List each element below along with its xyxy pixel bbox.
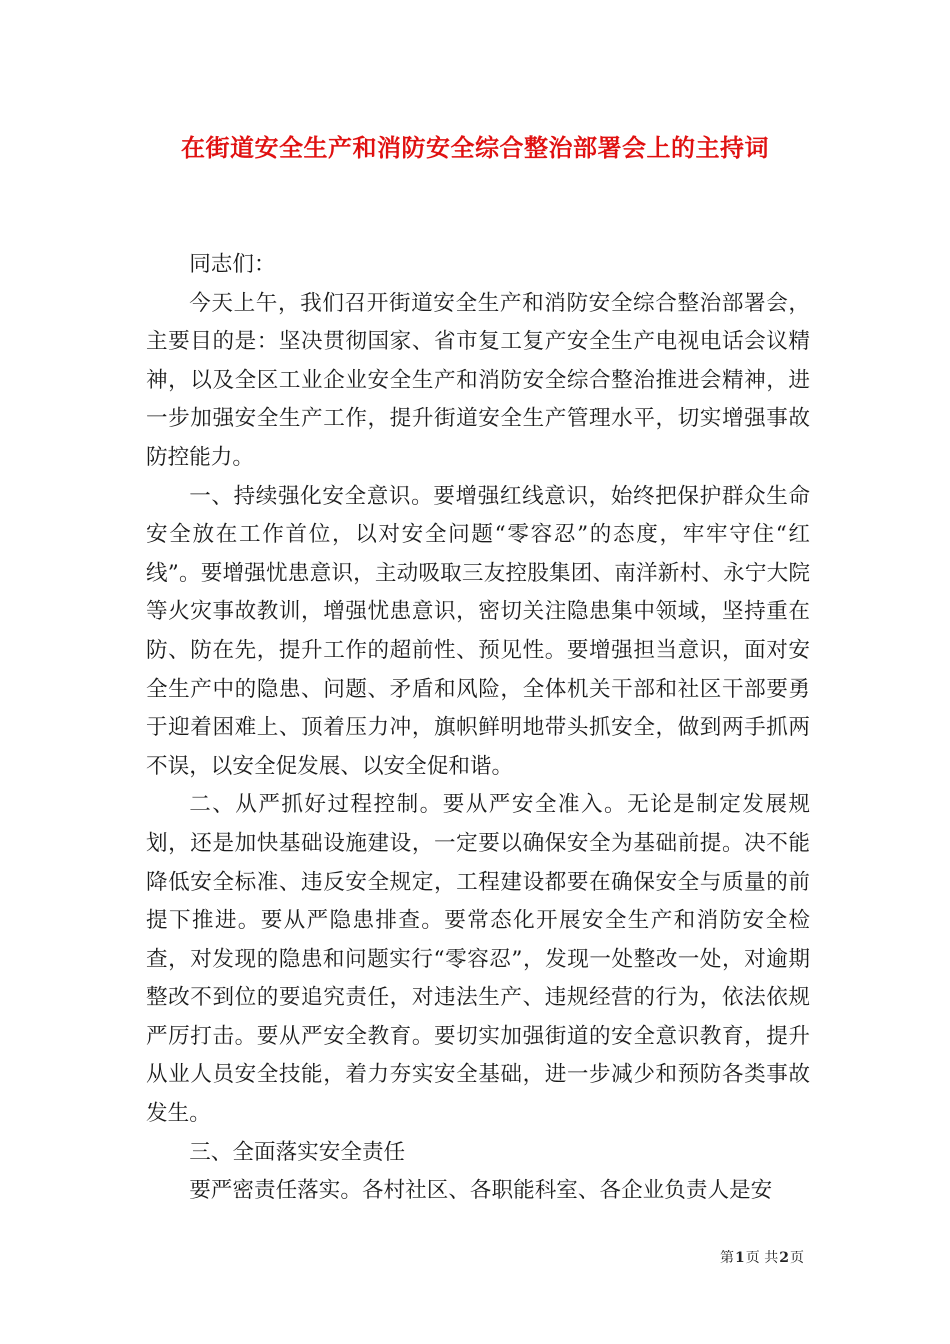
salutation: 同志们：: [189, 252, 276, 277]
intro-paragraph: 今天上午，我们召开街道安全生产和消防安全综合整治部署会，主要目的是：坚决贯彻国家、省市复工复产安全生产电视电话会议精神，以及全区工业企业安全生产和消防安全综合整治推进会精神，进一步加强安全生产工作，提升街道安全生产管理水平，切实增强事故防控能力。: [146, 290, 810, 470]
footer-middle: 页 共: [745, 1250, 779, 1266]
section-3-paragraph: 要严密责任落实。各村社区、各职能科室、各企业负责人是安: [189, 1178, 773, 1204]
document-title: 在街道安全生产和消防安全综合整治部署会上的主持词: [181, 133, 769, 162]
section-1-paragraph: 一、持续强化安全意识。要增强红线意识，始终把保护群众生命安全放在工作首位，以对安全问题“零容忍”的态度，牢牢守住“红线”。要增强忧患意识，主动吸取三友控股集团、南洋新村、永宁大院等火灾事故教训，增强忧患意识，密切关注隐患集中领域，坚持重在防、防在先，提升工作的超前性、预见性。要增强担当意识，面对安全生产中的隐患、问题、矛盾和风险，全体机关干部和社区干部要勇于迎着困难上、顶着压力冲，旗帜鲜明地带头抓安全，做到两手抓两不误，以安全促发展、以安全促和谐。: [146, 483, 810, 779]
footer-current-page: 1: [735, 1250, 745, 1266]
footer-prefix: 第: [720, 1250, 735, 1266]
document-body: [146, 246, 810, 1211]
page-footer: [0, 1248, 804, 1268]
footer-total-pages: 2: [779, 1250, 789, 1266]
section-3-heading: 三、全面落实安全责任: [189, 1139, 406, 1165]
section-2-paragraph: 二、从严抓好过程控制。要从严安全准入。无论是制定发展规划，还是加快基础设施建设，一定要以确保安全为基础前提。决不能降低安全标准、违反安全规定，工程建设都要在确保安全与质量的前提下推进。要从严隐患排查。要常态化开展安全生产和消防安全检查，对发现的隐患和问题实行“零容忍”，发现一处整改一处，对逾期整改不到位的要追究责任，对违法生产、违规经营的行为，依法依规严厉打击。要从严安全教育。要切实加强街道的安全意识教育，提升从业人员安全技能，着力夯实安全基础，进一步减少和预防各类事故发生。: [146, 792, 810, 1127]
footer-suffix: 页: [790, 1250, 804, 1266]
